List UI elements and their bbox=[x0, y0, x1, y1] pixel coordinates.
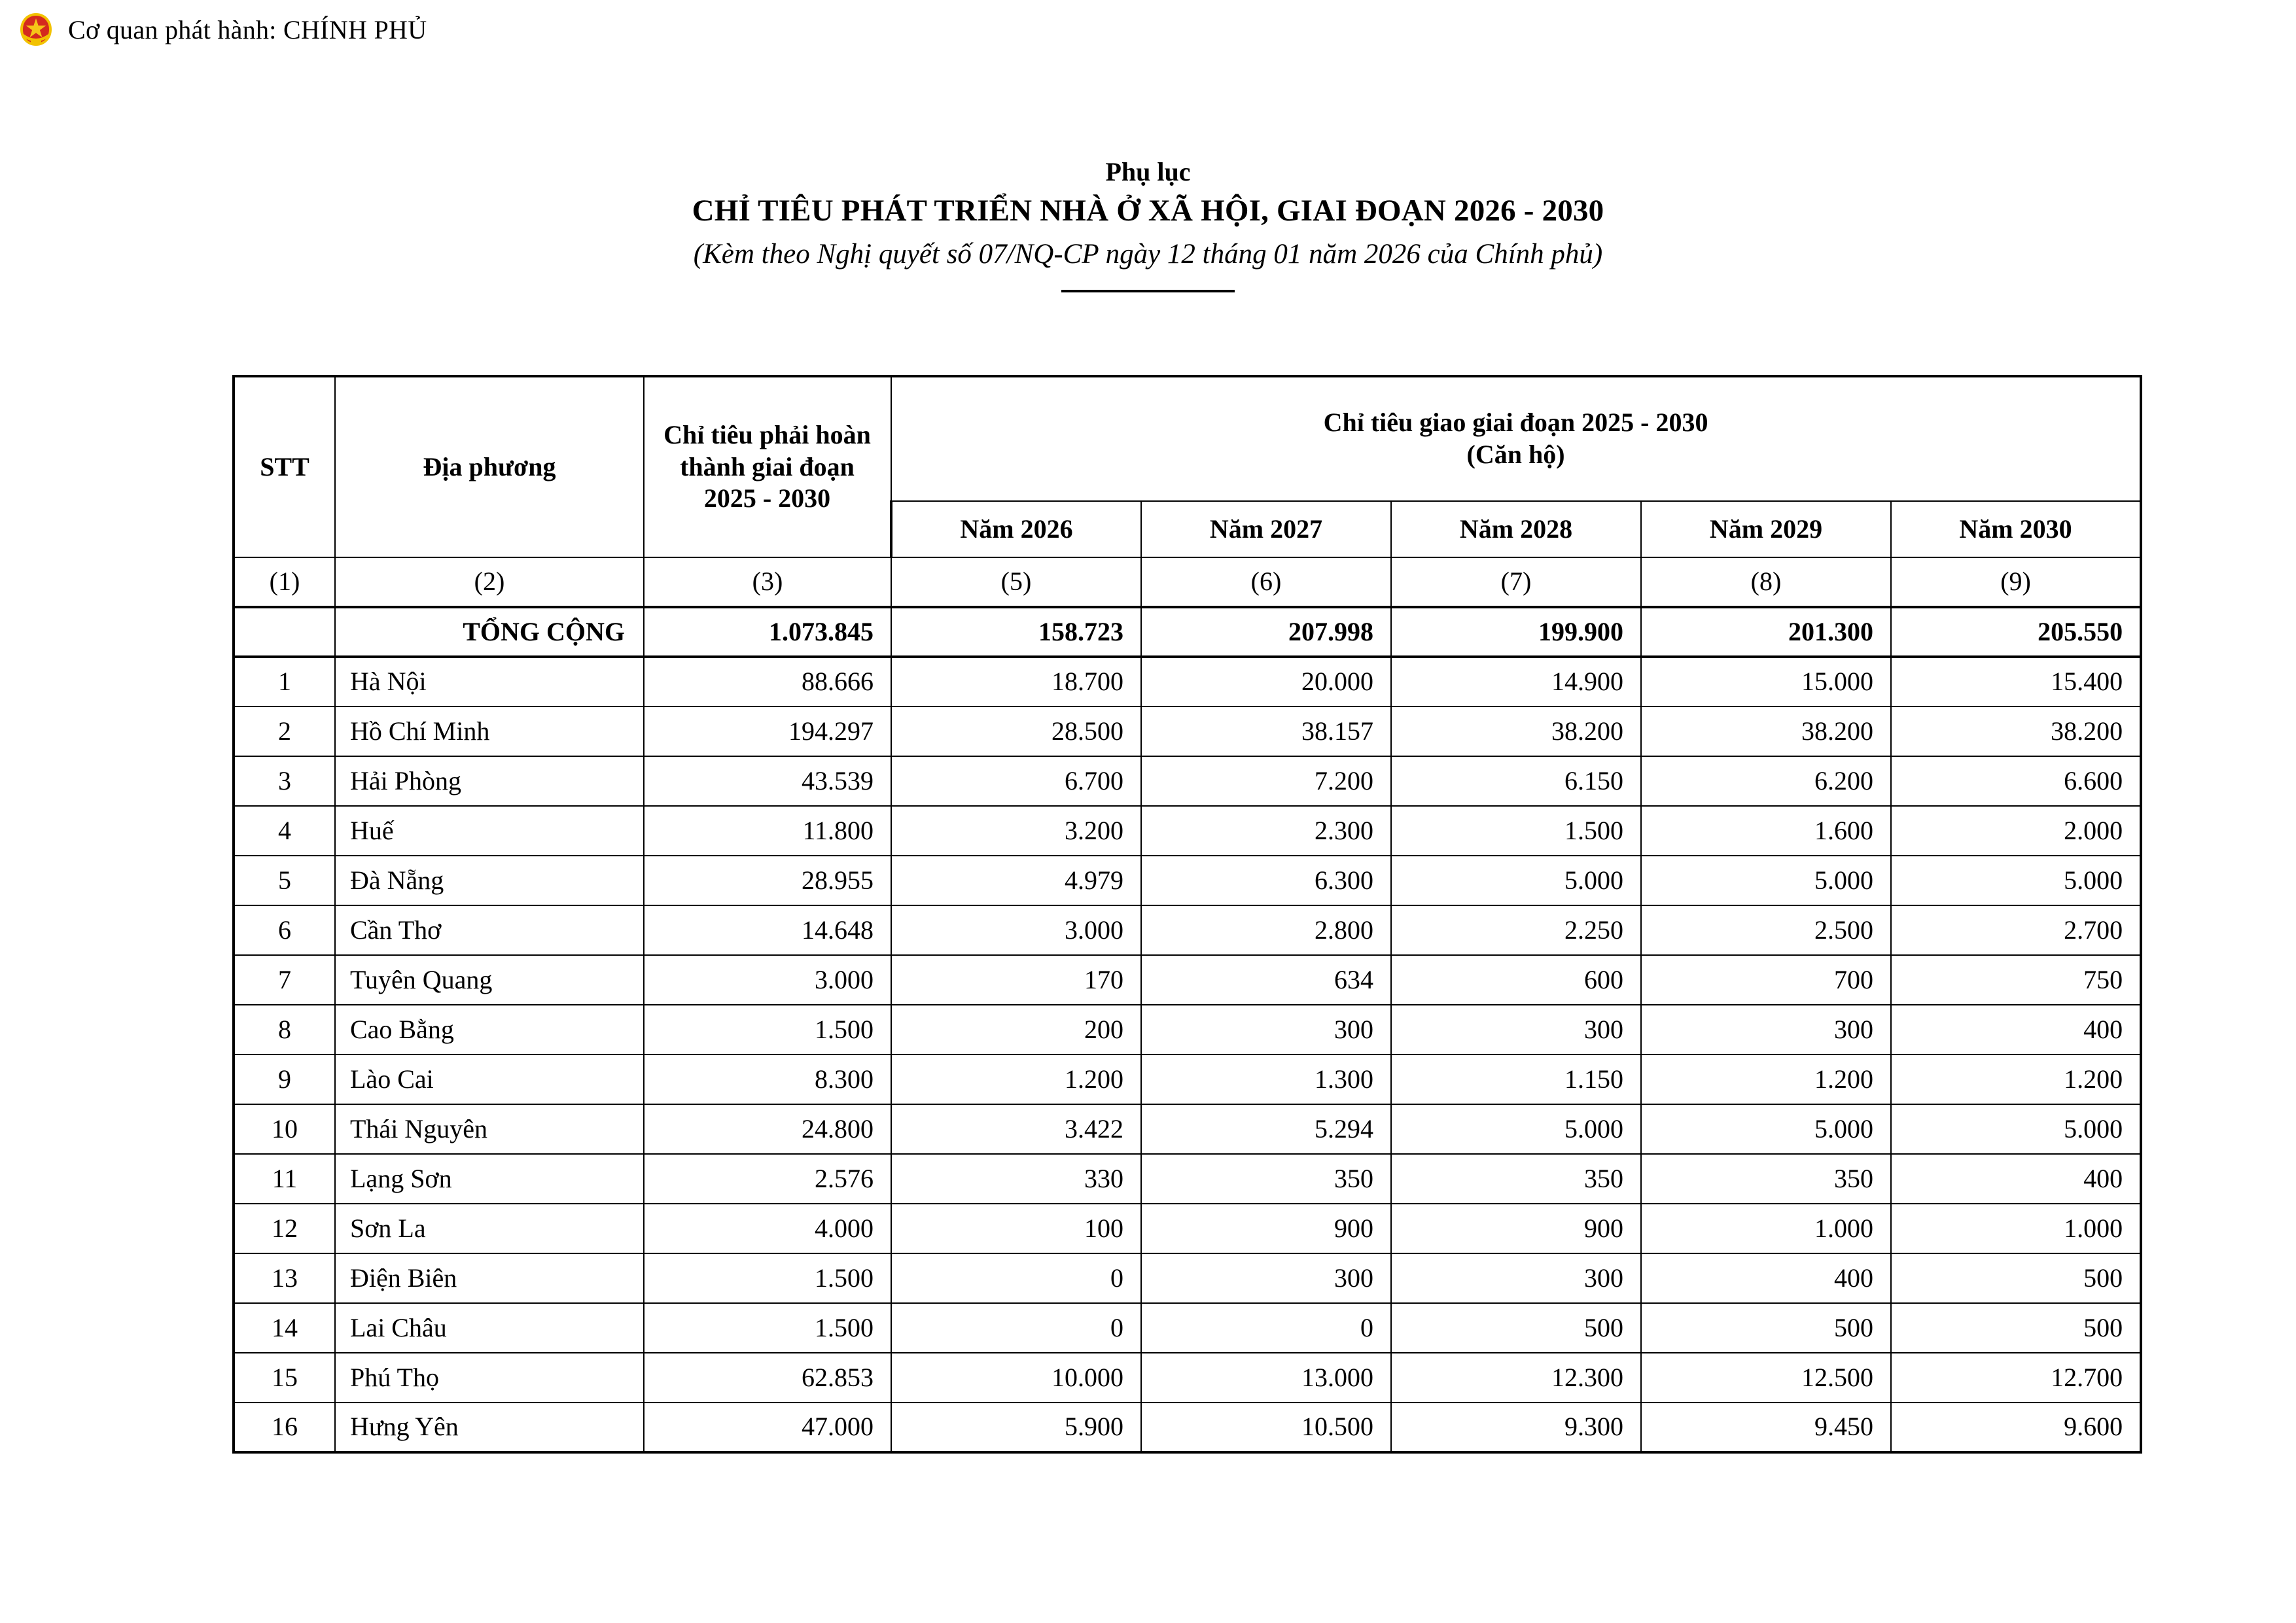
row-year-2028: 350 bbox=[1391, 1154, 1641, 1204]
row-year-2027: 0 bbox=[1141, 1303, 1391, 1353]
row-year-2029: 5.000 bbox=[1641, 856, 1891, 905]
row-required-target: 24.800 bbox=[644, 1104, 891, 1154]
row-required-target: 62.853 bbox=[644, 1353, 891, 1403]
row-year-2028: 5.000 bbox=[1391, 856, 1641, 905]
row-locality: Điện Biên bbox=[335, 1253, 644, 1303]
column-header-year-2028: Năm 2028 bbox=[1391, 501, 1641, 557]
row-year-2029: 400 bbox=[1641, 1253, 1891, 1303]
row-year-2027: 20.000 bbox=[1141, 657, 1391, 707]
targets-table-container bbox=[232, 375, 2140, 1454]
table-row bbox=[234, 1353, 2141, 1403]
table-row bbox=[234, 1104, 2141, 1154]
row-year-2027: 300 bbox=[1141, 1253, 1391, 1303]
row-year-2027: 900 bbox=[1141, 1204, 1391, 1253]
column-header-year-2027: Năm 2027 bbox=[1141, 501, 1391, 557]
row-stt: 9 bbox=[234, 1055, 335, 1104]
row-year-2027: 2.300 bbox=[1141, 806, 1391, 856]
row-year-2028: 500 bbox=[1391, 1303, 1641, 1353]
row-required-target: 1.500 bbox=[644, 1253, 891, 1303]
row-required-target: 1.500 bbox=[644, 1005, 891, 1055]
row-stt: 7 bbox=[234, 955, 335, 1005]
row-year-2026: 3.422 bbox=[891, 1104, 1141, 1154]
row-year-2027: 6.300 bbox=[1141, 856, 1391, 905]
row-required-target: 2.576 bbox=[644, 1154, 891, 1204]
table-row bbox=[234, 955, 2141, 1005]
column-header-locality: Địa phương bbox=[335, 376, 644, 557]
table-row bbox=[234, 1303, 2141, 1353]
row-year-2030: 1.200 bbox=[1891, 1055, 2141, 1104]
header-row-main bbox=[234, 376, 2141, 501]
table-row bbox=[234, 1005, 2141, 1055]
table-row bbox=[234, 1253, 2141, 1303]
column-header-year-2030: Năm 2030 bbox=[1891, 501, 2141, 557]
row-required-target: 47.000 bbox=[644, 1403, 891, 1452]
total-row-year-2028: 199.900 bbox=[1391, 607, 1641, 657]
total-row-year-2030: 205.550 bbox=[1891, 607, 2141, 657]
row-stt: 10 bbox=[234, 1104, 335, 1154]
row-stt: 12 bbox=[234, 1204, 335, 1253]
social-housing-targets-table bbox=[232, 375, 2142, 1454]
row-stt: 11 bbox=[234, 1154, 335, 1204]
document-kind: Phụ lục bbox=[1105, 157, 1191, 186]
column-header-year-2026: Năm 2026 bbox=[891, 501, 1141, 557]
row-locality: Hà Nội bbox=[335, 657, 644, 707]
row-locality: Cần Thơ bbox=[335, 905, 644, 955]
row-year-2030: 2.000 bbox=[1891, 806, 2141, 856]
assigned-group-unit: (Căn hộ) bbox=[1466, 440, 1565, 469]
row-year-2026: 5.900 bbox=[891, 1403, 1141, 1452]
row-year-2030: 5.000 bbox=[1891, 856, 2141, 905]
row-year-2029: 2.500 bbox=[1641, 905, 1891, 955]
agency-header bbox=[16, 9, 427, 50]
row-year-2029: 1.600 bbox=[1641, 806, 1891, 856]
row-year-2029: 15.000 bbox=[1641, 657, 1891, 707]
table-row bbox=[234, 1154, 2141, 1204]
row-year-2027: 13.000 bbox=[1141, 1353, 1391, 1403]
row-year-2028: 14.900 bbox=[1391, 657, 1641, 707]
column-number-7: (7) bbox=[1391, 557, 1641, 607]
row-locality: Phú Thọ bbox=[335, 1353, 644, 1403]
total-row-year-2026: 158.723 bbox=[891, 607, 1141, 657]
table-row bbox=[234, 856, 2141, 905]
page-title: CHỈ TIÊU PHÁT TRIỂN NHÀ Ở XÃ HỘI, GIAI ĐOẠN 2026 - 2030 bbox=[692, 194, 1604, 228]
row-year-2026: 3.200 bbox=[891, 806, 1141, 856]
row-year-2027: 1.300 bbox=[1141, 1055, 1391, 1104]
table-row bbox=[234, 806, 2141, 856]
row-year-2029: 1.000 bbox=[1641, 1204, 1891, 1253]
row-year-2030: 750 bbox=[1891, 955, 2141, 1005]
row-year-2026: 100 bbox=[891, 1204, 1141, 1253]
row-locality: Hồ Chí Minh bbox=[335, 707, 644, 756]
assigned-group-title: Chỉ tiêu giao giai đoạn 2025 - 2030 bbox=[1323, 408, 1708, 438]
row-year-2030: 1.000 bbox=[1891, 1204, 2141, 1253]
row-year-2030: 500 bbox=[1891, 1303, 2141, 1353]
row-year-2027: 350 bbox=[1141, 1154, 1391, 1204]
row-year-2028: 600 bbox=[1391, 955, 1641, 1005]
row-required-target: 8.300 bbox=[644, 1055, 891, 1104]
row-required-target: 4.000 bbox=[644, 1204, 891, 1253]
row-stt: 6 bbox=[234, 905, 335, 955]
row-year-2026: 0 bbox=[891, 1253, 1141, 1303]
row-year-2027: 38.157 bbox=[1141, 707, 1391, 756]
row-year-2029: 6.200 bbox=[1641, 756, 1891, 806]
row-year-2027: 10.500 bbox=[1141, 1403, 1391, 1452]
row-locality: Hải Phòng bbox=[335, 756, 644, 806]
row-year-2030: 15.400 bbox=[1891, 657, 2141, 707]
row-year-2026: 18.700 bbox=[891, 657, 1141, 707]
title-divider bbox=[1061, 290, 1235, 292]
document-subtitle: (Kèm theo Nghị quyết số 07/NQ-CP ngày 12 tháng 01 năm 2026 của Chính phủ) bbox=[693, 239, 1603, 270]
row-year-2029: 1.200 bbox=[1641, 1055, 1891, 1104]
row-year-2028: 1.150 bbox=[1391, 1055, 1641, 1104]
row-stt: 14 bbox=[234, 1303, 335, 1353]
row-year-2028: 38.200 bbox=[1391, 707, 1641, 756]
row-year-2029: 350 bbox=[1641, 1154, 1891, 1204]
row-required-target: 14.648 bbox=[644, 905, 891, 955]
table-head bbox=[234, 376, 2141, 557]
row-year-2026: 170 bbox=[891, 955, 1141, 1005]
row-year-2027: 5.294 bbox=[1141, 1104, 1391, 1154]
row-year-2029: 5.000 bbox=[1641, 1104, 1891, 1154]
column-number-2: (2) bbox=[335, 557, 644, 607]
column-number-9: (9) bbox=[1891, 557, 2141, 607]
row-year-2028: 300 bbox=[1391, 1253, 1641, 1303]
row-locality: Lạng Sơn bbox=[335, 1154, 644, 1204]
table-row-total bbox=[234, 607, 2141, 657]
table-row bbox=[234, 756, 2141, 806]
table-row bbox=[234, 905, 2141, 955]
total-row-label: TỔNG CỘNG bbox=[335, 607, 644, 657]
row-year-2027: 7.200 bbox=[1141, 756, 1391, 806]
row-year-2027: 2.800 bbox=[1141, 905, 1391, 955]
row-required-target: 28.955 bbox=[644, 856, 891, 905]
row-locality: Sơn La bbox=[335, 1204, 644, 1253]
row-year-2026: 28.500 bbox=[891, 707, 1141, 756]
row-locality: Tuyên Quang bbox=[335, 955, 644, 1005]
table-row bbox=[234, 657, 2141, 707]
row-stt: 13 bbox=[234, 1253, 335, 1303]
column-number-row bbox=[234, 557, 2141, 607]
row-year-2030: 6.600 bbox=[1891, 756, 2141, 806]
row-year-2029: 9.450 bbox=[1641, 1403, 1891, 1452]
row-year-2028: 900 bbox=[1391, 1204, 1641, 1253]
row-locality: Thái Nguyên bbox=[335, 1104, 644, 1154]
row-year-2029: 12.500 bbox=[1641, 1353, 1891, 1403]
row-year-2028: 6.150 bbox=[1391, 756, 1641, 806]
row-year-2026: 0 bbox=[891, 1303, 1141, 1353]
column-header-required-target: Chỉ tiêu phải hoàn thành giai đoạn 2025 - 2030 bbox=[644, 376, 891, 557]
total-row-year-2029: 201.300 bbox=[1641, 607, 1891, 657]
row-year-2027: 300 bbox=[1141, 1005, 1391, 1055]
row-year-2026: 10.000 bbox=[891, 1353, 1141, 1403]
row-locality: Lào Cai bbox=[335, 1055, 644, 1104]
column-number-8: (8) bbox=[1641, 557, 1891, 607]
row-year-2026: 1.200 bbox=[891, 1055, 1141, 1104]
row-year-2026: 3.000 bbox=[891, 905, 1141, 955]
row-stt: 8 bbox=[234, 1005, 335, 1055]
row-year-2027: 634 bbox=[1141, 955, 1391, 1005]
row-year-2026: 4.979 bbox=[891, 856, 1141, 905]
row-stt: 1 bbox=[234, 657, 335, 707]
vietnam-national-emblem-icon bbox=[16, 9, 56, 50]
title-block bbox=[0, 156, 2296, 292]
row-required-target: 88.666 bbox=[644, 657, 891, 707]
row-year-2028: 300 bbox=[1391, 1005, 1641, 1055]
row-year-2030: 2.700 bbox=[1891, 905, 2141, 955]
row-locality: Hưng Yên bbox=[335, 1403, 644, 1452]
row-locality: Đà Nẵng bbox=[335, 856, 644, 905]
column-number-5: (5) bbox=[891, 557, 1141, 607]
row-year-2029: 300 bbox=[1641, 1005, 1891, 1055]
row-locality: Huế bbox=[335, 806, 644, 856]
table-row bbox=[234, 707, 2141, 756]
row-stt: 3 bbox=[234, 756, 335, 806]
table-row bbox=[234, 1055, 2141, 1104]
row-year-2028: 12.300 bbox=[1391, 1353, 1641, 1403]
row-year-2030: 12.700 bbox=[1891, 1353, 2141, 1403]
row-stt: 16 bbox=[234, 1403, 335, 1452]
row-year-2028: 9.300 bbox=[1391, 1403, 1641, 1452]
row-year-2028: 5.000 bbox=[1391, 1104, 1641, 1154]
row-year-2029: 500 bbox=[1641, 1303, 1891, 1353]
row-year-2026: 6.700 bbox=[891, 756, 1141, 806]
column-header-assigned-group bbox=[891, 376, 2141, 501]
row-locality: Lai Châu bbox=[335, 1303, 644, 1353]
row-required-target: 3.000 bbox=[644, 955, 891, 1005]
total-row-stt bbox=[234, 607, 335, 657]
row-required-target: 1.500 bbox=[644, 1303, 891, 1353]
total-row-year-2027: 207.998 bbox=[1141, 607, 1391, 657]
column-header-year-2029: Năm 2029 bbox=[1641, 501, 1891, 557]
row-stt: 2 bbox=[234, 707, 335, 756]
row-year-2028: 2.250 bbox=[1391, 905, 1641, 955]
row-locality: Cao Bằng bbox=[335, 1005, 644, 1055]
row-year-2030: 9.600 bbox=[1891, 1403, 2141, 1452]
agency-label: Cơ quan phát hành: CHÍNH PHỦ bbox=[68, 14, 427, 44]
row-year-2030: 500 bbox=[1891, 1253, 2141, 1303]
row-stt: 15 bbox=[234, 1353, 335, 1403]
column-number-3: (3) bbox=[644, 557, 891, 607]
row-year-2029: 700 bbox=[1641, 955, 1891, 1005]
column-number-6: (6) bbox=[1141, 557, 1391, 607]
row-year-2026: 330 bbox=[891, 1154, 1141, 1204]
table-body bbox=[234, 557, 2141, 1452]
column-header-stt: STT bbox=[234, 376, 335, 557]
row-stt: 4 bbox=[234, 806, 335, 856]
row-stt: 5 bbox=[234, 856, 335, 905]
table-row bbox=[234, 1204, 2141, 1253]
row-required-target: 11.800 bbox=[644, 806, 891, 856]
row-required-target: 43.539 bbox=[644, 756, 891, 806]
row-year-2030: 5.000 bbox=[1891, 1104, 2141, 1154]
row-year-2030: 400 bbox=[1891, 1005, 2141, 1055]
row-required-target: 194.297 bbox=[644, 707, 891, 756]
row-year-2030: 400 bbox=[1891, 1154, 2141, 1204]
row-year-2029: 38.200 bbox=[1641, 707, 1891, 756]
row-year-2028: 1.500 bbox=[1391, 806, 1641, 856]
row-year-2030: 38.200 bbox=[1891, 707, 2141, 756]
column-number-1: (1) bbox=[234, 557, 335, 607]
row-year-2026: 200 bbox=[891, 1005, 1141, 1055]
table-row bbox=[234, 1403, 2141, 1452]
total-row-required-target: 1.073.845 bbox=[644, 607, 891, 657]
